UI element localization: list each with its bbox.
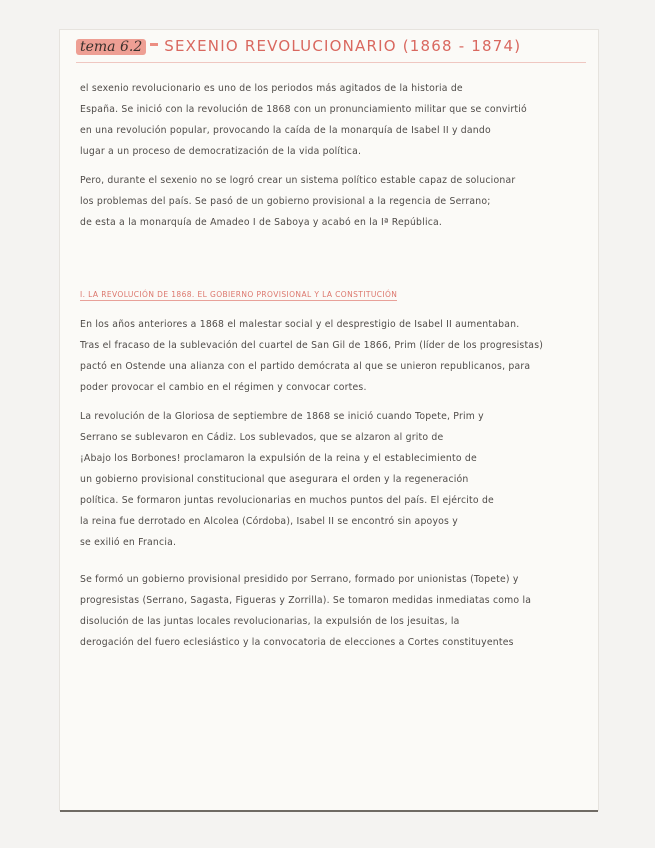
title-dash-mark [150, 43, 158, 46]
topic-title: SEXENIO REVOLUCIONARIO (1868 - 1874) [164, 37, 522, 55]
text-line: los problemas del país. Se pasó de un gobierno provisional a la regencia de Serrano; [80, 196, 491, 207]
text-line: disolución de las juntas locales revolucionarias, la expulsión de los jesuitas, la [80, 616, 460, 627]
text-line: progresistas (Serrano, Sagasta, Figueras y Zorrilla). Se tomaron medidas inmediatas como la [80, 595, 532, 606]
text-line: la reina fue derrotado en Alcolea (Córdoba), Isabel II se encontró sin apoyos y [80, 516, 458, 527]
text-line: de esta a la monarquía de Amadeo I de Saboya y acabó en la Iª República. [80, 217, 443, 228]
section-body [80, 314, 586, 653]
text-line: poder provocar el cambio en el régimen y convocar cortes. [80, 382, 367, 393]
text-line: En los años anteriores a 1868 el malestar social y el desprestigio de Isabel II aumentaban. [80, 319, 520, 330]
text-line: La revolución de la Gloriosa de septiembre de 1868 se inició cuando Topete, Prim y [80, 411, 484, 422]
text-line: se exilió en Francia. [80, 537, 177, 548]
text-line: ¡Abajo los Borbones! proclamaron la expulsión de la reina y el establecimiento de [80, 453, 477, 464]
text-line: lugar a un proceso de democratización de la vida política. [80, 146, 362, 157]
text-line: política. Se formaron juntas revolucionarias en muchos puntos del país. El ejército de [80, 495, 494, 506]
text-line: derogación del fuero eclesiástico y la convocatoria de elecciones a Cortes constituyentes [80, 637, 514, 648]
text-line: Se formó un gobierno provisional presidido por Serrano, formado por unionistas (Topete) y [80, 574, 519, 585]
text-line: Tras el fracaso de la sublevación del cuartel de San Gil de 1866, Prim (líder de los progresistas) [80, 340, 544, 351]
page-edge [60, 810, 598, 812]
text-line: en una revolución popular, provocando la caída de la monarquía de Isabel II y dando [80, 125, 491, 136]
text-line: el sexenio revolucionario es uno de los periodos más agitados de la historia de [80, 83, 463, 94]
intro-paragraph [80, 78, 586, 233]
page-title [76, 36, 586, 64]
text-line: Pero, durante el sexenio no se logró crear un sistema político estable capaz de solucionar [80, 175, 516, 186]
topic-number: tema 6.2 [76, 39, 146, 55]
text-line: pactó en Ostende una alianza con el partido demócrata al que se unieron republicanos, para [80, 361, 531, 372]
section-heading: I. LA REVOLUCIÓN DE 1868. EL GOBIERNO PROVISIONAL Y LA CONSTITUCIÓN [80, 290, 398, 299]
text-line: Serrano se sublevaron en Cádiz. Los sublevados, que se alzaron al grito de [80, 432, 444, 443]
text-line: España. Se inició con la revolución de 1868 con un pronunciamiento militar que se convirtió [80, 104, 527, 115]
title-underline [76, 62, 586, 63]
text-line: un gobierno provisional constitucional que asegurara el orden y la regeneración [80, 474, 469, 485]
